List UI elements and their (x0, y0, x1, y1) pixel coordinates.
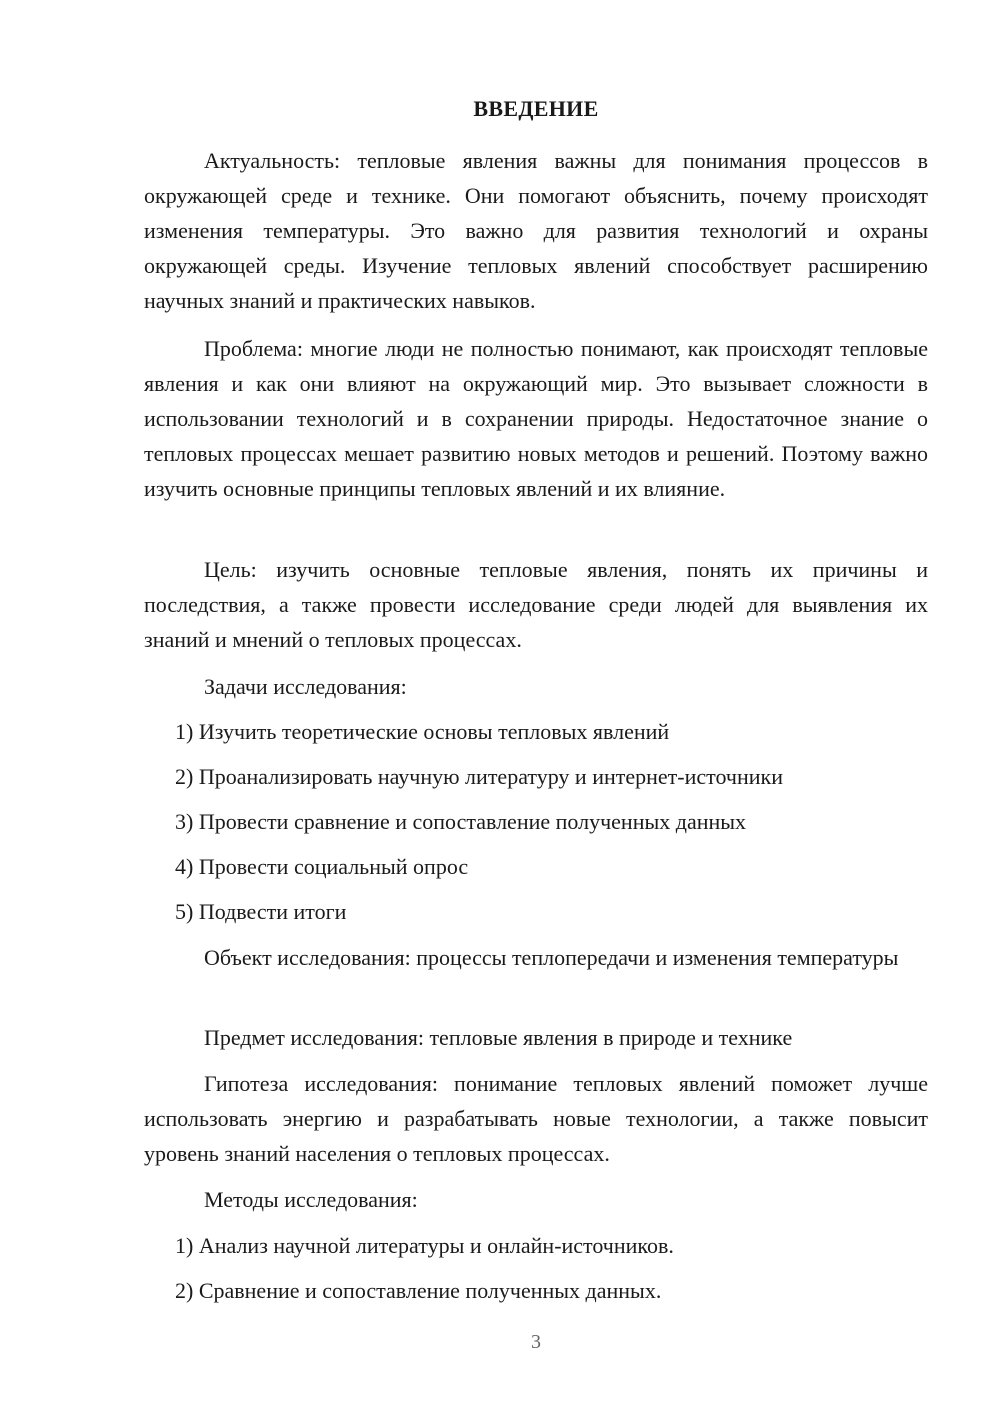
task-item: 2) Проанализировать научную литературу и интернет-источники (175, 764, 783, 789)
task-item: 5) Подвести итоги (175, 899, 347, 924)
problem-paragraph: Проблема: многие люди не полностью понимают, как происходят тепловые явления и как они влияют на окружающий мир. Это вызывает сложности в использовании технологий и в сохранении природы. Недостаточное знание о тепловых процессах мешает развитию новых методов и решений. Поэтому важно изучить основные принципы тепловых явлений и их влияние. (144, 336, 928, 501)
goal-paragraph: Цель: изучить основные тепловые явления, понять их причины и последствия, а также провести исследование среди людей для выявления их знаний и мнений о тепловых процессах. (144, 557, 928, 652)
hypothesis-paragraph: Гипотеза исследования: понимание тепловых явлений поможет лучше использовать энергию и разрабатывать новые технологии, а также повысит уровень знаний населения о тепловых процессах. (144, 1071, 928, 1166)
method-item: 2) Сравнение и сопоставление полученных данных. (175, 1278, 662, 1303)
object-paragraph: Объект исследования: процессы теплопередачи и изменения температуры (204, 945, 899, 970)
page-number: 3 (531, 1331, 541, 1353)
methods-title: Методы исследования: (204, 1187, 418, 1212)
task-item: 3) Провести сравнение и сопоставление полученных данных (175, 809, 747, 834)
task-item: 1) Изучить теоретические основы тепловых явлений (175, 719, 670, 744)
subject-paragraph: Предмет исследования: тепловые явления в природе и технике (204, 1025, 793, 1050)
task-item: 4) Провести социальный опрос (175, 854, 469, 879)
tasks-title: Задачи исследования: (204, 674, 407, 699)
relevance-paragraph: Актуальность: тепловые явления важны для понимания процессов в окружающей среде и технике. Они помогают объяснить, почему происходят изменения температуры. Это важно для развития технологий и охраны окружающей среды. Изучение тепловых явлений способствует расширению научных знаний и практических навыков. (144, 148, 928, 313)
method-item: 1) Анализ научной литературы и онлайн-источников. (175, 1233, 674, 1258)
page-title: ВВЕДЕНИЕ (473, 96, 599, 121)
